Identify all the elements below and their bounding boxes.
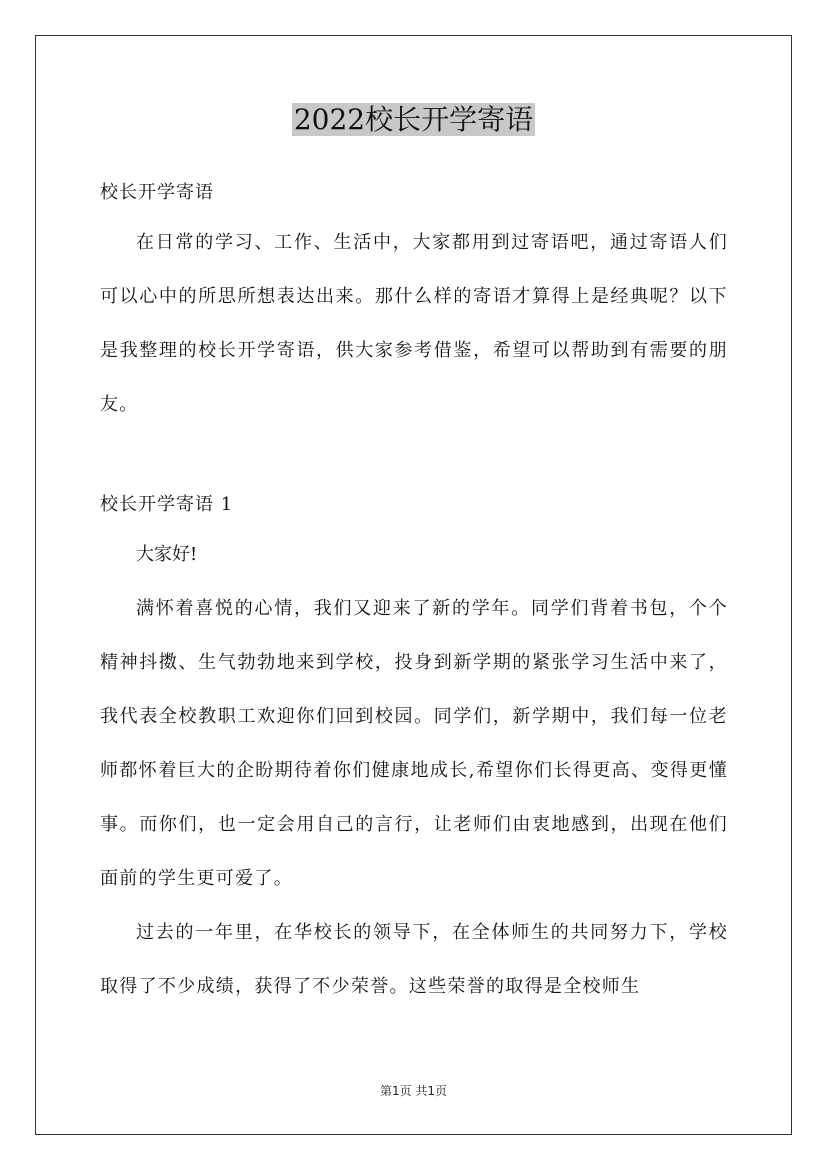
intro-paragraph: 在日常的学习、工作、生活中，大家都用到过寄语吧，通过寄语人们可以心中的所思所想表达出来。那什么样的寄语才算得上是经典呢？以下是我整理的校长开学寄语，供大家参考借鉴，希望可以帮助到有需要的朋友。 bbox=[100, 232, 728, 415]
section-spacer bbox=[100, 432, 728, 482]
page-number: 第1页 共1页 bbox=[379, 1084, 448, 1098]
section-heading: 校长开学寄语 1 bbox=[100, 494, 234, 515]
body-paragraph-1: 满怀着喜悦的心情，我们又迎来了新的学年。同学们背着书包，个个精神抖擞、生气勃勃地来到学校，投身到新学期的紧张学习生活中来了，我代表全校教职工欢迎你们回到校园。同学们，新学期中，我们每一位老师都怀着巨大的企盼期待着你们健康地成长,希望你们长得更高、变得更懂事。而你们，也一定会用自己的言行，让老师们由衷地感到，出现在他们面前的学生更可爱了。 bbox=[100, 598, 728, 889]
body-paragraph-2: 过去的一年里，在华校长的领导下，在全体师生的共同努力下，学校取得了不少成绩，获得了不少荣誉。这些荣誉的取得是全校师生 bbox=[100, 922, 728, 997]
intro-heading: 校长开学寄语 bbox=[100, 182, 214, 203]
document-title-text: 2022校长开学寄语 bbox=[293, 103, 534, 136]
page-footer bbox=[0, 1082, 827, 1099]
greeting-line: 大家好! bbox=[136, 544, 198, 565]
document-title bbox=[0, 100, 827, 140]
document-body bbox=[100, 170, 728, 1014]
